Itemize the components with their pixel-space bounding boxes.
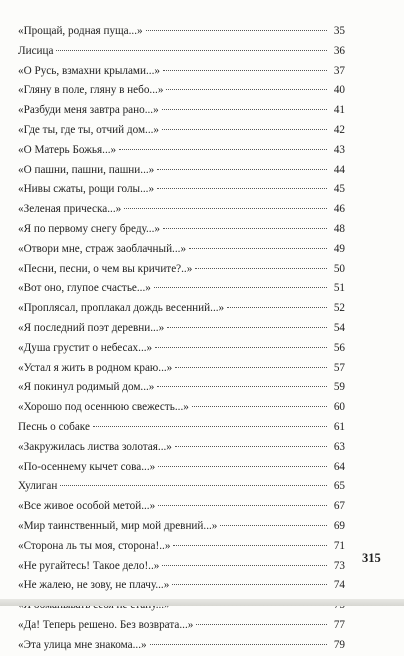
dot-leader (162, 129, 327, 130)
dot-leader (150, 644, 327, 645)
dot-leader (195, 268, 327, 269)
toc-entry-title: «Хорошо под осеннюю свежесть...» (18, 401, 189, 414)
toc-entry (18, 576, 345, 596)
toc-entry-title: «О Русь, взмахни крылами...» (18, 64, 160, 77)
toc-entry-page: 60 (333, 401, 345, 414)
toc-entry-title: «Не ругайтесь! Такое дело!..» (18, 559, 160, 572)
dot-leader (172, 584, 327, 585)
toc-entry (18, 200, 345, 220)
toc-entry (18, 339, 345, 359)
dot-leader (119, 149, 327, 150)
toc-entry-title: «Я покинул родимый дом...» (18, 381, 155, 394)
toc-entry-page: 54 (333, 321, 345, 334)
toc-entry-page: 43 (333, 143, 345, 156)
toc-entry (18, 557, 345, 577)
dot-leader (155, 347, 327, 348)
toc-entry-page: 65 (333, 480, 345, 493)
toc-entry-page: 42 (333, 123, 345, 136)
toc-entry-page: 64 (333, 460, 345, 473)
dot-leader (157, 386, 327, 387)
toc-entry-page: 45 (333, 183, 345, 196)
toc-entry-page: 57 (333, 361, 345, 374)
toc-entry-title: «Проплясал, проплакал дождь весенний...» (18, 302, 225, 315)
toc-entry-title: Песнь о собаке (18, 420, 90, 433)
toc-entry (18, 240, 345, 260)
toc-entry-page: 40 (333, 84, 345, 97)
toc-entry (18, 81, 345, 101)
toc-entry (18, 359, 345, 379)
toc-entry-title: «Гляну в поле, гляну в небо...» (18, 84, 164, 97)
toc-entry-title: «Разбуди меня завтра рано...» (18, 104, 159, 117)
dot-leader (157, 188, 327, 189)
dot-leader (163, 70, 327, 71)
toc-entry (18, 101, 345, 121)
dot-leader (124, 208, 327, 209)
toc-entry-title: «Нивы сжаты, рощи голы...» (18, 183, 155, 196)
toc-entry-title: «Зеленая прическа...» (18, 203, 122, 216)
toc-entry-title: «Вот оно, глупое счастье...» (18, 282, 151, 295)
toc-entry-page: 51 (333, 282, 345, 295)
toc-entry (18, 279, 345, 299)
toc-entry (18, 220, 345, 240)
dot-leader (166, 89, 327, 90)
toc-entry-title: «Я по первому снегу бреду...» (18, 222, 160, 235)
dot-leader (175, 446, 327, 447)
toc-entry-page: 48 (333, 222, 345, 235)
toc-entry-page: 71 (333, 539, 345, 552)
dot-leader (56, 50, 327, 51)
toc-entry-page: 67 (333, 500, 345, 513)
dot-leader (163, 228, 327, 229)
toc-entry-title: «Прощай, родная пуща...» (18, 25, 143, 37)
toc-entry-title: Хулиган (18, 480, 58, 493)
toc-entry (18, 180, 345, 200)
toc-entry-title: «Где ты, где ты, отчий дом...» (18, 123, 160, 136)
toc-entry-page: 37 (333, 64, 345, 77)
toc-entry-page: 59 (333, 381, 345, 394)
toc-entry-title: «О Матерь Божья...» (18, 143, 117, 156)
toc-entry-page: 35 (333, 25, 345, 37)
dot-leader (173, 545, 327, 546)
toc-entry (18, 161, 345, 181)
dot-leader (167, 327, 327, 328)
toc-entry (18, 438, 345, 458)
dot-leader (196, 624, 327, 625)
toc-entry (18, 299, 345, 319)
toc-entry-title: «Сторона ль ты моя, сторона!..» (18, 539, 171, 552)
page-number: 315 (362, 551, 381, 565)
toc-entry-page: 74 (333, 579, 345, 592)
dot-leader (162, 565, 327, 566)
dot-leader (227, 307, 327, 308)
toc-entry-page: 36 (333, 44, 345, 57)
dot-leader (158, 505, 327, 506)
toc-entry-page: 44 (333, 163, 345, 176)
toc-entry-page: 61 (333, 420, 345, 433)
toc-entry (18, 42, 345, 62)
toc-entry-page: 52 (333, 302, 345, 315)
dot-leader (162, 109, 327, 110)
toc-entry-title: «Песни, песни, о чем вы кричите?..» (18, 262, 193, 275)
toc-entry-title: «Отвори мне, страж заоблачный...» (18, 242, 187, 255)
toc-entry (18, 517, 345, 537)
toc-entry-page: 46 (333, 203, 345, 216)
toc-entry-title: «Не жалею, не зову, не плачу...» (18, 579, 170, 592)
toc-entry-title: «Душа грустит о небесах...» (18, 341, 153, 354)
toc-entry-title: «Да! Теперь решено. Без возврата...» (18, 618, 194, 631)
toc-entry (18, 378, 345, 398)
dot-leader (93, 426, 327, 427)
toc-entry-title: Лисица (18, 44, 54, 57)
dot-leader (189, 248, 327, 249)
toc-entry-title: «Все живое особой метой...» (18, 500, 156, 513)
toc-entry (18, 497, 345, 517)
toc-entry (18, 398, 345, 418)
toc-entry (18, 319, 345, 339)
toc-entry-title: «Мир таинственный, мир мой древний...» (18, 519, 218, 532)
toc-entry (18, 477, 345, 497)
toc-entry (18, 260, 345, 280)
dot-leader (192, 406, 327, 407)
toc-entry (18, 418, 345, 438)
dot-leader (157, 169, 327, 170)
toc-entry (18, 616, 345, 636)
dot-leader (175, 367, 327, 368)
toc-entry (18, 141, 345, 161)
toc-entry-title: «Устал я жить в родном краю...» (18, 361, 173, 374)
toc-entry (18, 62, 345, 82)
toc-entry (18, 22, 345, 42)
dot-leader (220, 525, 327, 526)
dot-leader (154, 287, 327, 288)
dot-leader (158, 466, 327, 467)
toc-entry-page: 79 (333, 638, 345, 651)
toc-entry-page: 63 (333, 440, 345, 453)
toc-entry-page: 49 (333, 242, 345, 255)
dot-leader (146, 30, 327, 31)
toc-entry (18, 458, 345, 478)
toc-entry (18, 636, 345, 656)
toc-entry-title: «Эта улица мне знакома...» (18, 638, 147, 651)
toc-entry-title: «О пашни, пашни, пашни...» (18, 163, 155, 176)
toc-entry-page: 41 (333, 104, 345, 117)
toc-entry-page: 73 (333, 559, 345, 572)
table-of-contents (18, 22, 345, 656)
toc-entry-page: 56 (333, 341, 345, 354)
toc-entry-page: 77 (333, 618, 345, 631)
toc-entry-title: «Закружилась листва золотая...» (18, 440, 172, 453)
toc-entry-title: «По-осеннему кычет сова...» (18, 460, 156, 473)
toc-entry (18, 121, 345, 141)
dot-leader (60, 485, 327, 486)
toc-entry (18, 537, 345, 557)
toc-entry-title: «Я последний поэт деревни...» (18, 321, 165, 334)
toc-entry-page: 50 (333, 262, 345, 275)
page-edge (0, 599, 404, 606)
toc-entry-page: 69 (333, 519, 345, 532)
